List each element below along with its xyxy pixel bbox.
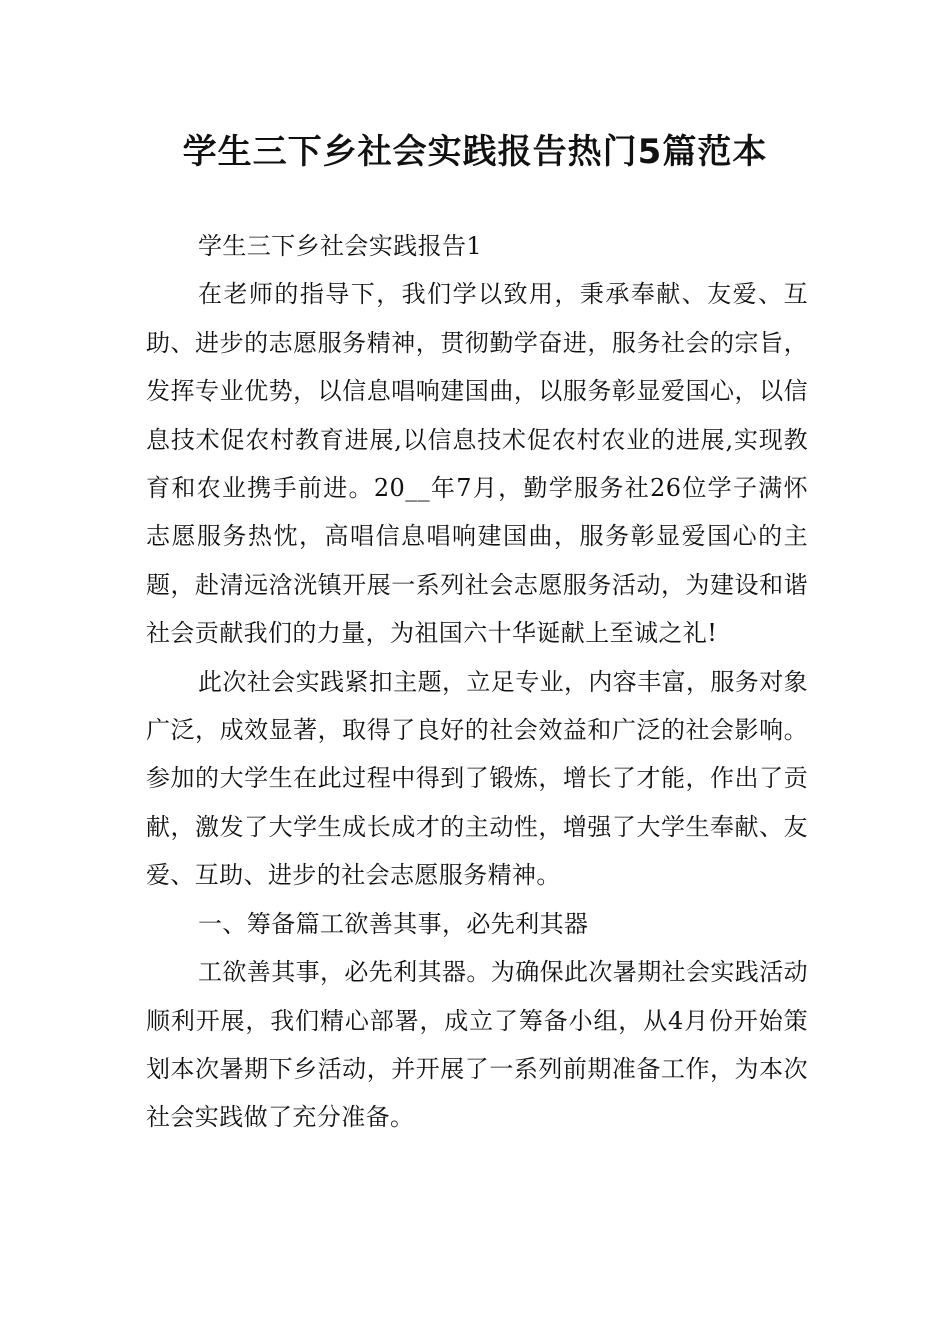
section-heading-preparation: 一、筹备篇工欲善其事，必先利其器 xyxy=(198,909,589,938)
paragraph-summary: 此次社会实践紧扣主题，立足专业，内容丰富，服务对象广泛，成效显著，取得了良好的社会效益和广泛的社会影响。参加的大学生在此过程中得到了锻炼，增长了才能，作出了贡献，激发了大学生成长成才的主动性，增强了大学生奉献、友爱、互助、进步的社会志愿服务精神。 xyxy=(146,667,808,890)
section-heading-report-1: 学生三下乡社会实践报告1 xyxy=(198,232,483,260)
paragraph-preparation: 工欲善其事，必先利其器。为确保此次暑期社会实践活动顺利开展，我们精心部署，成立了筹备小组，从4月份开始策划本次暑期下乡活动，并开展了一系列前期准备工作，为本次社会实践做了充分准备。 xyxy=(146,958,808,1132)
paragraph-intro: 在老师的指导下，我们学以致用，秉承奉献、友爱、互助、进步的志愿服务精神，贯彻勤学奋进，服务社会的宗旨，发挥专业优势，以信息唱响建国曲，以服务彰显爱国心，以信息技术促农村教育进展,以信息技术促农村农业的进展,实现教育和农业携手前进。20__年7月，勤学服务社26位学子满怀志愿服务热忱，高唱信息唱响建国曲，服务彰显爱国心的主题，赴清远浛洸镇开展一系列社会志愿服务活动，为建设和谐社会贡献我们的力量，为祖国六十华诞献上至诚之礼! xyxy=(146,280,808,648)
document-body xyxy=(146,222,808,1142)
document-title: 学生三下乡社会实践报告热门5篇范本 xyxy=(182,132,768,172)
